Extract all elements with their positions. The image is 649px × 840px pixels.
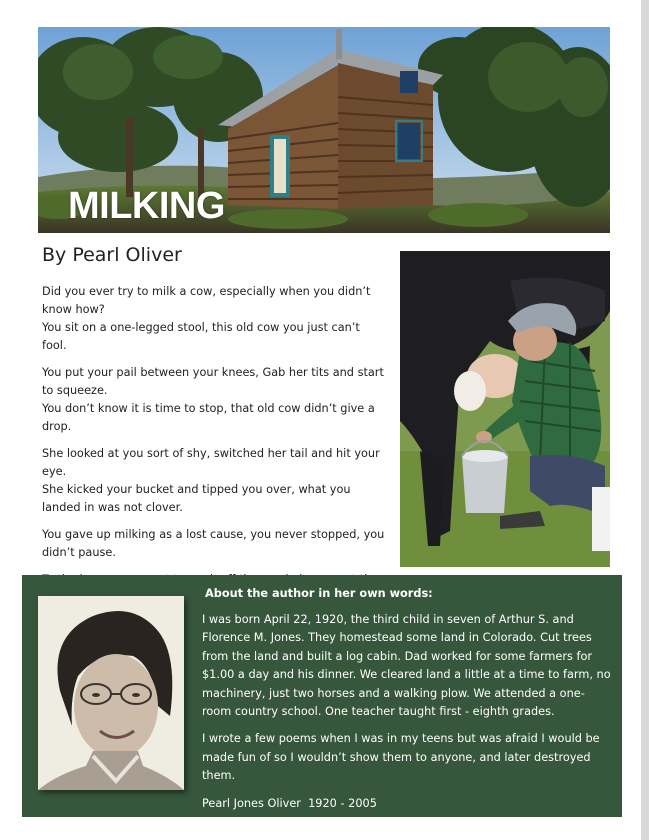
banner-title: MILKING	[68, 185, 225, 227]
poem-stanza	[42, 364, 387, 436]
author-bio	[202, 611, 612, 822]
author-heading: About the author in her own words:	[205, 587, 433, 600]
poem-line: Did you ever try to milk a cow, especially when you didn’t know how?	[42, 285, 371, 316]
page-edge	[641, 0, 649, 840]
poem-line: You sit on a one-legged stool, this old cow you just can’t fool.	[42, 321, 360, 352]
poem-line: You gave up milking as a lost cause, you never stopped, you didn’t pause.	[42, 528, 385, 559]
poem-line: She kicked your bucket and tipped you over, what you landed in was not clover.	[42, 483, 351, 514]
poem-line: She looked at you sort of shy, switched her tail and hit your eye.	[42, 447, 380, 478]
poem-stanza	[42, 283, 387, 355]
author-box	[22, 575, 622, 817]
milking-photo	[400, 251, 610, 567]
poem-stanza	[42, 445, 387, 517]
milking-photo-image	[400, 251, 610, 567]
banner	[38, 27, 610, 233]
poem-stanza	[42, 526, 387, 562]
author-portrait	[38, 596, 184, 790]
portrait-image	[38, 596, 184, 790]
author-paragraph: I wrote a few poems when I was in my teens but was afraid I would be made fun of so I wouldn’t show them to anyone, and later destroyed them.	[202, 732, 600, 783]
author-paragraph: I was born April 22, 1920, the third child in seven of Arthur S. and Florence M. Jones. They homestead some land in Colorado. Cut trees from the land and built a log cabin. Dad worked for some farmers for $1.00 a day and his dinner. We cleared land a little at a time to farm, no machinery, just two horses and a walking plow. We attended a one-room country school. One teacher taught first - eighth grades.	[202, 613, 611, 719]
poem-line: You don’t know it is time to stop, that old cow didn’t give a drop.	[42, 402, 375, 433]
poem	[42, 283, 387, 616]
author-signature: Pearl Jones Oliver 1920 - 2005	[202, 796, 377, 810]
poem-line: You put your pail between your knees, Gab her tits and start to squeeze.	[42, 366, 384, 397]
byline: By Pearl Oliver	[42, 244, 182, 266]
